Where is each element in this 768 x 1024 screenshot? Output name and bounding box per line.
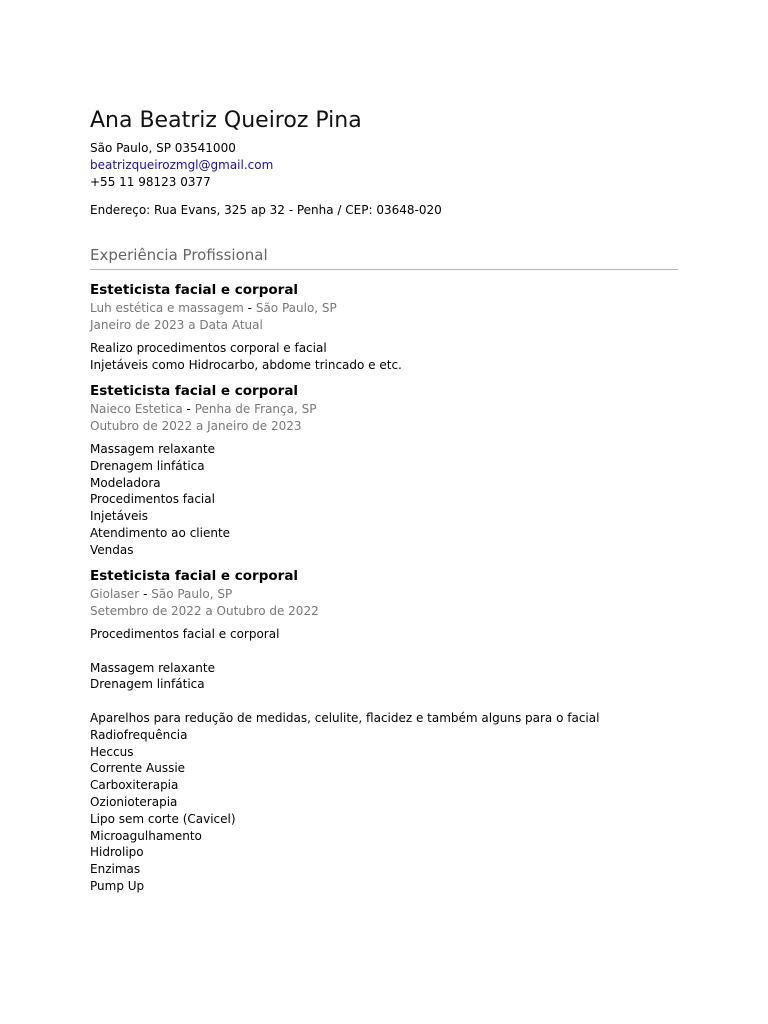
job-employer-line xyxy=(90,401,690,418)
separator: - xyxy=(247,301,252,315)
job-period: Setembro de 2022 a Outubro de 2022 xyxy=(90,604,319,618)
job-description xyxy=(90,340,690,374)
job-location: Penha de França, SP xyxy=(194,402,317,416)
job-period: Outubro de 2022 a Janeiro de 2023 xyxy=(90,419,302,433)
job-employer-line xyxy=(90,300,690,317)
job-location: São Paulo, SP xyxy=(255,301,337,315)
address-text: Endereço: Rua Evans, 325 ap 32 - Penha / CEP: 03648-020 xyxy=(90,203,442,217)
location-text: São Paulo, SP 03541000 xyxy=(90,141,236,155)
job-location: São Paulo, SP xyxy=(151,587,233,601)
description-line: Carboxiterapia xyxy=(90,778,179,793)
description-line: Pump Up xyxy=(90,878,145,893)
description-line: Drenagem linfática xyxy=(90,677,205,692)
description-line: Modeladora xyxy=(90,475,161,490)
job-description xyxy=(90,441,690,559)
contact-block xyxy=(90,140,273,191)
job-title: Esteticista facial e corporal xyxy=(90,383,299,399)
section-divider xyxy=(90,269,678,270)
separator: - xyxy=(143,587,148,601)
description-line: Lipo sem corte (Cavicel) xyxy=(90,811,236,826)
description-line: Injetáveis como Hidrocarbo, abdome trincado e etc. xyxy=(90,357,402,372)
job-title: Esteticista facial e corporal xyxy=(90,282,299,298)
job-period: Janeiro de 2023 a Data Atual xyxy=(90,318,263,332)
phone-text: +55 11 98123 0377 xyxy=(90,175,211,189)
job-description xyxy=(90,626,690,895)
description-line: Procedimentos facial xyxy=(90,492,215,507)
description-line: Massagem relaxante xyxy=(90,442,215,456)
description-line: Aparelhos para redução de medidas, celulite, flacidez e também alguns para o facial xyxy=(90,710,600,725)
description-line: Hidrolipo xyxy=(90,845,144,860)
separator: - xyxy=(186,402,191,416)
description-line: Microagulhamento xyxy=(90,828,202,843)
experience-section-title: Experiência Profissional xyxy=(90,246,268,264)
blank-line xyxy=(90,693,690,710)
description-line: Enzimas xyxy=(90,862,141,877)
company-name: Luh estética e massagem xyxy=(90,301,244,315)
description-line: Ozionioterapia xyxy=(90,794,178,809)
description-line: Massagem relaxante xyxy=(90,660,215,675)
description-line: Corrente Aussie xyxy=(90,761,186,776)
blank-line xyxy=(90,643,690,660)
description-line: Procedimentos facial e corporal xyxy=(90,627,280,641)
description-line: Injetáveis xyxy=(90,509,148,524)
description-line: Realizo procedimentos corporal e facial xyxy=(90,341,327,355)
description-line: Drenagem linfática xyxy=(90,458,205,473)
description-line: Heccus xyxy=(90,744,134,759)
job-title: Esteticista facial e corporal xyxy=(90,568,299,584)
description-line: Atendimento ao cliente xyxy=(90,525,231,540)
description-line: Vendas xyxy=(90,542,134,557)
description-line: Radiofrequência xyxy=(90,727,188,742)
candidate-name: Ana Beatriz Queiroz Pina xyxy=(90,108,362,133)
job-employer-line xyxy=(90,586,690,603)
job-entry xyxy=(90,567,690,895)
job-entry xyxy=(90,281,690,374)
job-entry xyxy=(90,382,690,559)
company-name: Naieco Estetica xyxy=(90,402,183,416)
company-name: Giolaser xyxy=(90,587,140,601)
email-link[interactable]: beatrizqueirozmgl@gmail.com xyxy=(90,158,274,172)
